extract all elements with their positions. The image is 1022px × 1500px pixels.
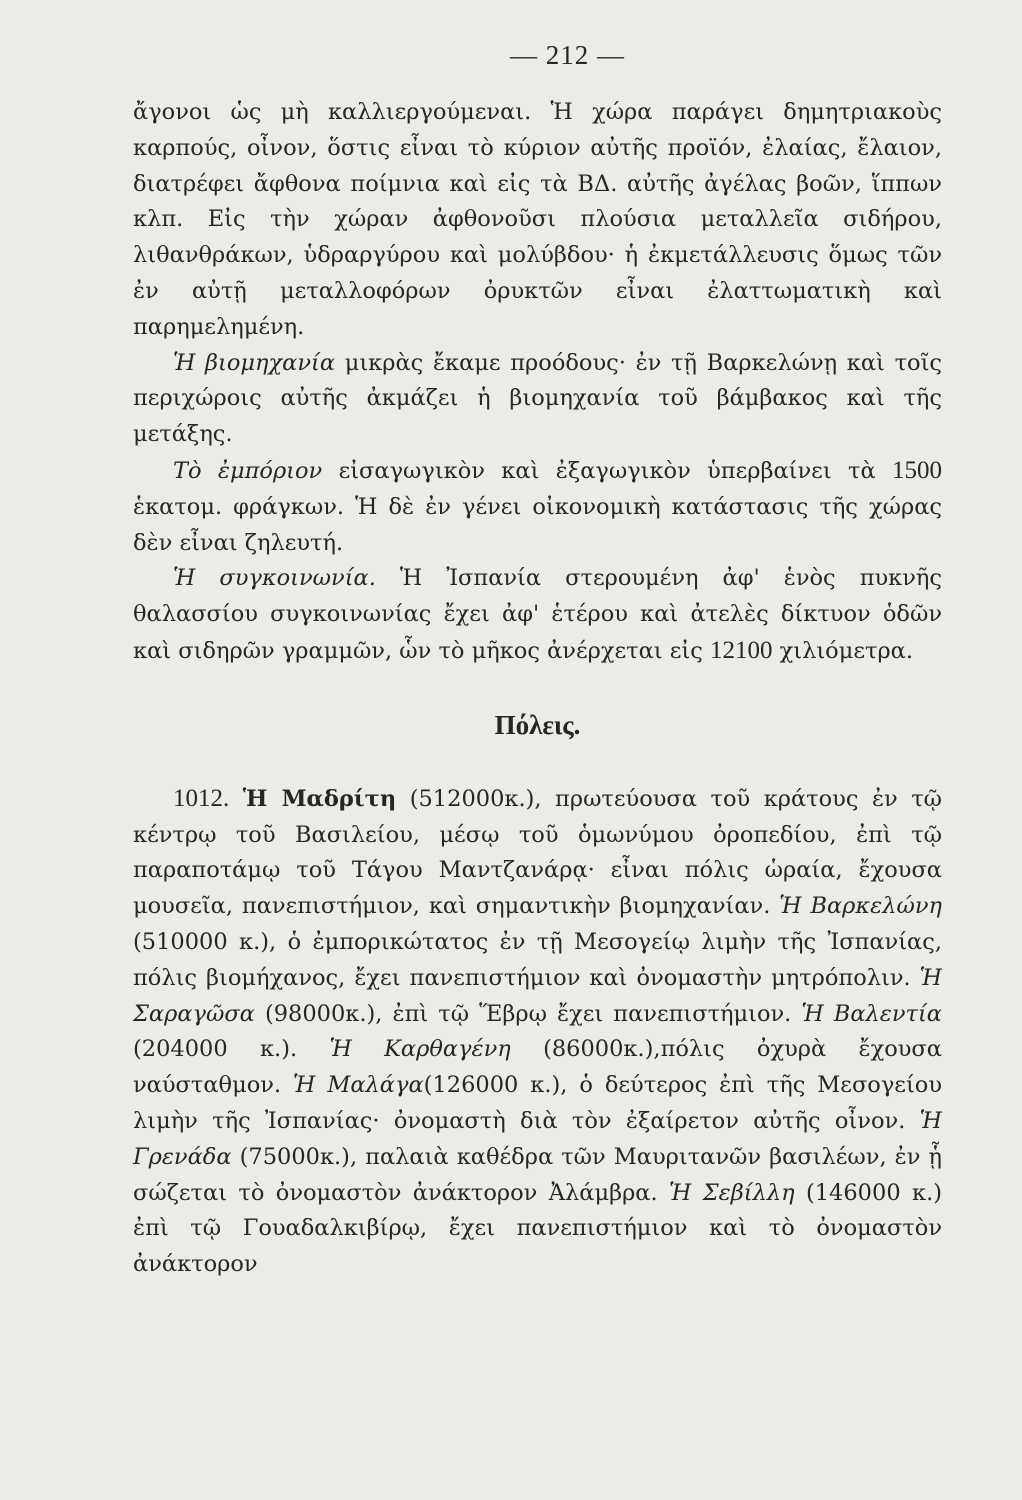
city-barcelona: Ἡ Βαρκελώνη xyxy=(779,893,942,920)
city-madrid: Ἡ Μαδρίτη xyxy=(242,785,397,812)
industry-text: μικρὰς ἔκαμε προόδους· ἐν τῇ Βαρκελώνῃ καὶ τοῖς περιχώροις αὐτῆς ἀκμάζει ἡ βιομηχανία τοῦ βάμβακος καὶ τῆς μετάξης. xyxy=(133,349,942,448)
city-granada-pop: (75000κ.) xyxy=(231,1143,350,1170)
city-malaga-pop: (126000 κ.) xyxy=(423,1072,561,1099)
trade-text-a: εἰσαγωγικὸν καὶ ἐξαγωγικὸν ὑπερβαίνει τὰ xyxy=(322,457,892,484)
paragraph-trade xyxy=(133,453,942,561)
city-seville: Ἡ Σεβίλλη xyxy=(669,1179,795,1206)
cities-entry xyxy=(133,781,942,1283)
city-granada-text: , παλαιὰ καθέδρα τῶν Μαυριτανῶν βασιλέων, ἐν ᾗ σώζεται τὸ ὀνομαστὸν ἀνάκτορον Ἀλάμβρα. xyxy=(133,1143,942,1206)
city-zaragoza-text: , ἐπὶ τῷ Ἕβρῳ ἔχει πανεπιστήμιον. xyxy=(375,1000,802,1027)
city-valencia-pop: (204000 κ.) xyxy=(133,1036,290,1063)
city-valencia-text: . xyxy=(289,1036,330,1063)
city-cartagena-text: ,πόλις ὀχυρὰ ἔχουσα ναύσταθμον. xyxy=(133,1036,942,1099)
paragraph-industry xyxy=(133,346,942,453)
city-malaga-text: , ὁ δεύτερος ἐπὶ τῆς Μεσογείου λιμὴν τῆς Ἰσπανίας· ὀνομαστὴ διὰ τὸν ἐξαίρετον αὐτῆς οἶνον. xyxy=(133,1072,943,1134)
city-madrid-text: , πρωτεύουσα τοῦ κράτους ἐν τῷ κέντρῳ τοῦ Βασιλείου, μέσῳ τοῦ ὁμωνύμου ὀροπεδίου, ἐπὶ τῷ παραποτάμῳ τοῦ Τάγου Μαντζανάρᾳ· εἶναι πόλις ὡραία, ἔχουσα μουσεῖα, πανεπιστήμιον, καὶ σημαντικὴν βιομηχανίαν. xyxy=(133,785,943,920)
trade-heading: Τὸ ἐμπόριον xyxy=(173,457,323,484)
intro-section xyxy=(133,95,942,670)
paragraph-agriculture: ἄγονοι ὡς μὴ καλλιεργούμεναι. Ἡ χώρα παράγει δημητριακοὺς καρπούς, οἶνον, ὅστις εἶναι τὸ κύριον αὐτῆς προϊόν, ἐλαίας, ἔλαιον, διατρέφει ἄφθονα ποίμνια καὶ εἰς τὰ ΒΔ. αὐτῆς ἀγέλας βοῶν, ἵππων κλπ. Εἰς τὴν χώραν ἀφθονοῦσι πλούσια μεταλλεῖα σιδήρου, λιθανθράκων, ὑδραργύρου καὶ μολύβδου· ἡ ἐκμετάλλευσις ὅμως τῶν ἐν αὐτῇ μεταλλοφόρων ὀρυκτῶν εἶναι ἐλαττωματικὴ καὶ παρημελημένη. xyxy=(133,99,942,340)
city-malaga: Ἡ Μαλάγα xyxy=(293,1072,424,1099)
city-valencia: Ἡ Βαλεντία xyxy=(801,1000,942,1027)
page-number: — 212 — xyxy=(510,40,625,70)
city-zaragoza-pop: (98000κ.) xyxy=(254,1000,376,1027)
city-granada: Ἡ Γρενάδα xyxy=(133,1107,942,1170)
trade-value: 1500 xyxy=(892,456,942,484)
city-cartagena: Ἡ Καρθαγένη xyxy=(329,1036,511,1063)
paragraph-cities xyxy=(133,781,942,1283)
entry-number: 1012. xyxy=(173,784,230,812)
communication-text-a: Ἡ Ἰσπανία στερουμένη ἀφ' ἑνὸς πυκνῆς θαλασσίου συγκοινωνίας ἔχει ἀφ' ἑτέρου καὶ ἀτελὲς δίκτυον ὁδῶν καὶ σιδηρῶν γραμμῶν, ὧν τὸ μῆκος ἀνέρχεται εἰς xyxy=(133,565,942,664)
trade-text-b: ἑκατομ. φράγκων. Ἡ δὲ ἐν γένει οἰκονομικὴ κατάστασις τῆς χώρας δὲν εἶναι ζηλευτή. xyxy=(133,493,942,556)
city-seville-pop: (146000 κ.) xyxy=(794,1179,943,1206)
network-length: 12100 xyxy=(709,636,773,664)
communication-text-b: χιλιόμετρα. xyxy=(772,637,914,664)
city-cartagena-pop: (86000κ.) xyxy=(510,1036,654,1063)
section-title: Πόλεις. xyxy=(494,709,581,740)
paragraph-communication xyxy=(133,561,942,669)
city-zaragoza: Ἡ Σαραγῶσα xyxy=(133,964,942,1027)
city-barcelona-text: , ὁ ἐμπορικώτατος ἐν τῇ Μεσογείῳ λιμὴν τῆς Ἰσπανίας, πόλις βιομήχανος, ἔχει πανεπιστήμιον καὶ ὀνομαστὴν μητρόπολιν. xyxy=(133,928,942,991)
city-barcelona-pop: (510000 κ.) xyxy=(133,928,270,955)
industry-heading: Ἡ βιομηχανία xyxy=(173,349,336,376)
communication-heading: Ἡ συγκοινωνία. xyxy=(173,565,376,592)
city-madrid-pop: (512000κ.) xyxy=(409,785,535,812)
city-seville-text: ἐπὶ τῷ Γουαδαλκιβίρῳ, ἔχει πανεπιστήμιον καὶ τὸ ὀνομαστὸν ἀνάκτορον xyxy=(133,1215,942,1278)
